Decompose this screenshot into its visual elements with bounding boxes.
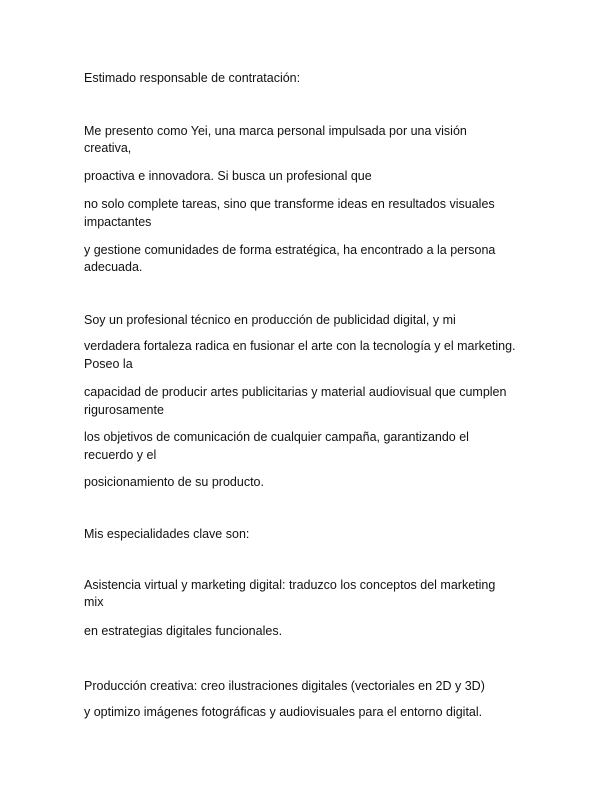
paragraph-line: Me presento como Yei, una marca personal impulsada por una visión [84,124,467,138]
salutation: Estimado responsable de contratación: [84,71,301,85]
paragraph-line: Soy un profesional técnico en producción de publicidad digital, y mi [84,313,456,327]
paragraph-line: rigurosamente [84,403,164,417]
paragraph-line: capacidad de producir artes publicitarias y material audiovisual que cumplen [84,385,507,399]
paragraph-line: Poseo la [84,357,133,371]
paragraph-line: recuerdo y el [84,448,157,462]
paragraph-line: verdadera fortaleza radica en fusionar el arte con la tecnología y el marketing. [84,339,516,353]
paragraph-line: impactantes [84,215,152,229]
paragraph-line: y optimizo imágenes fotográficas y audiovisuales para el entorno digital. [84,705,483,719]
paragraph-line: adecuada. [84,260,143,274]
section-heading: Mis especialidades clave son: [84,527,250,541]
paragraph-line: en estrategias digitales funcionales. [84,624,283,638]
paragraph-line: Producción creativa: creo ilustraciones digitales (vectoriales en 2D y 3D) [84,679,485,693]
paragraph-line: Asistencia virtual y marketing digital: traduzco los conceptos del marketing [84,578,496,592]
paragraph-line: los objetivos de comunicación de cualquier campaña, garantizando el [84,430,469,444]
paragraph-line: no solo complete tareas, sino que transforme ideas en resultados visuales [84,197,495,211]
paragraph-line: creativa, [84,141,132,155]
paragraph-line: proactiva e innovadora. Si busca un profesional que [84,169,372,183]
paragraph-line: mix [84,595,104,609]
paragraph-line: y gestione comunidades de forma estratégica, ha encontrado a la persona [84,243,496,257]
paragraph-line: posicionamiento de su producto. [84,475,264,489]
